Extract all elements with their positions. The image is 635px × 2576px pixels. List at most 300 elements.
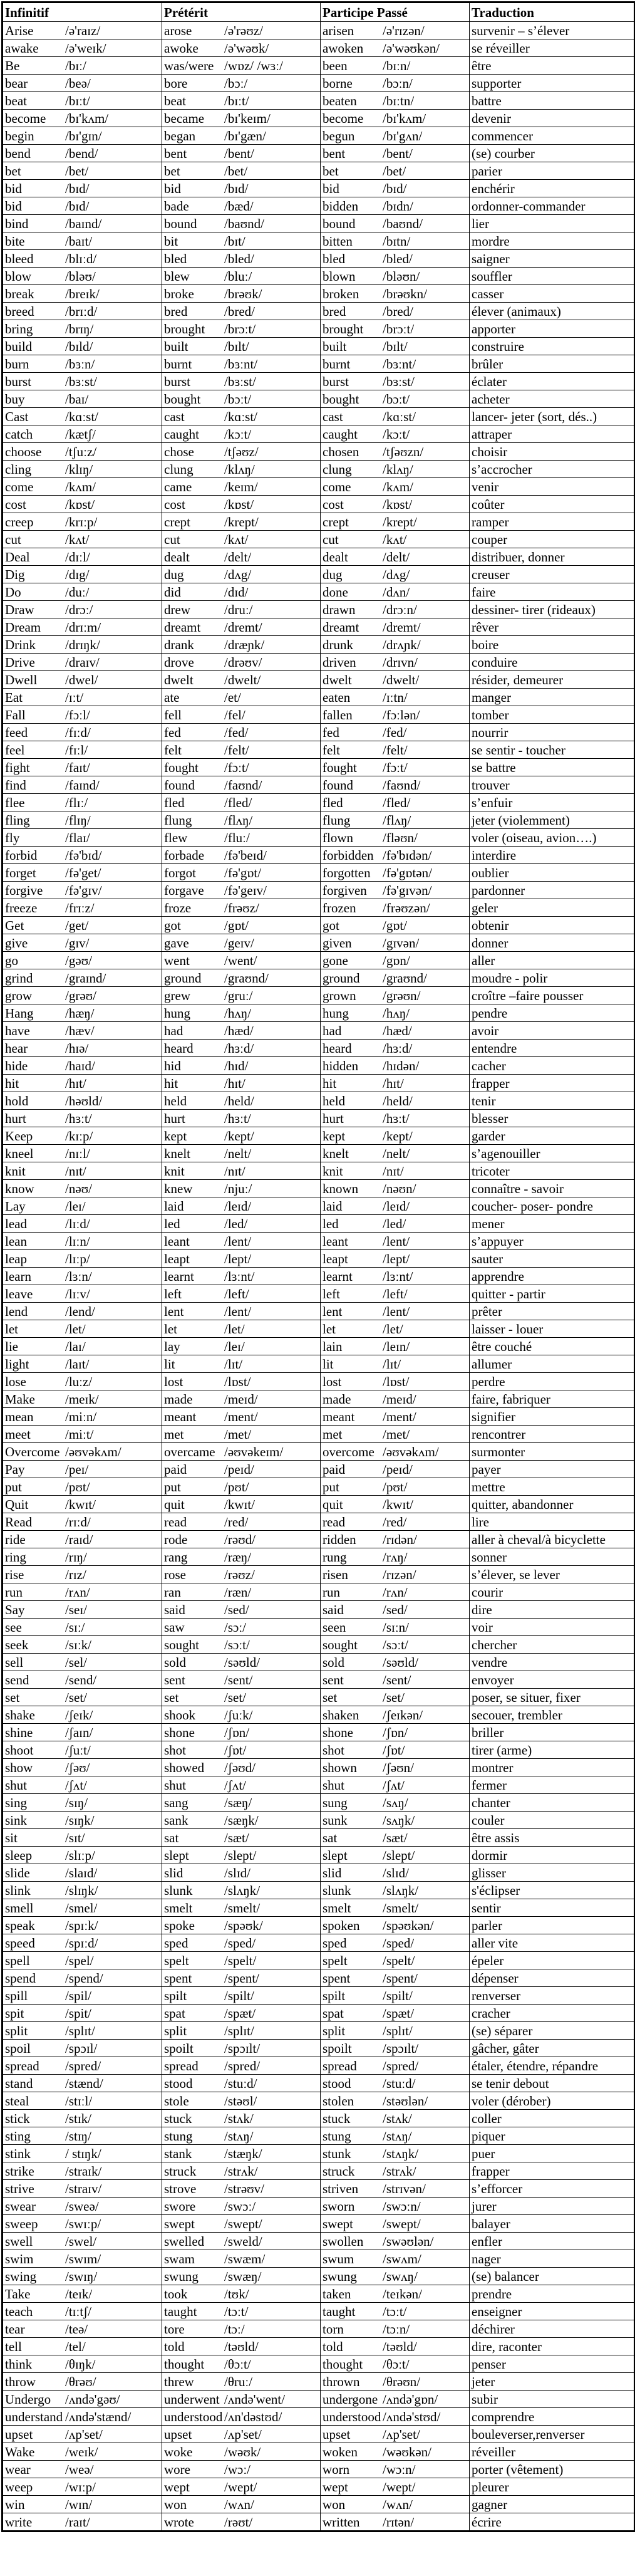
cell-participe-passe xyxy=(321,355,470,373)
verb-form: dealt xyxy=(323,549,348,565)
phonetic-transcription: /bent/ xyxy=(383,145,413,161)
cell-infinitif xyxy=(3,1548,162,1566)
cell-traduction: couper xyxy=(470,531,635,548)
phonetic-transcription: /let/ xyxy=(65,1321,86,1337)
verb-form: lent xyxy=(323,1303,343,1319)
verb-form: feel xyxy=(5,742,25,758)
phonetic-transcription: /ment/ xyxy=(383,1409,416,1424)
verb-form: bet xyxy=(323,163,339,179)
table-row xyxy=(3,636,635,654)
cell-participe-passe xyxy=(321,1408,470,1426)
phonetic-transcription: /θrəʊ/ xyxy=(65,2374,96,2389)
phonetic-transcription: /swʌm/ xyxy=(383,2251,421,2266)
cell-traduction: creuser xyxy=(470,566,635,583)
table-row xyxy=(3,654,635,671)
cell-infinitif xyxy=(3,1583,162,1601)
verb-form: set xyxy=(323,1689,338,1705)
verb-form: Dig xyxy=(5,566,25,582)
verb-form: smelt xyxy=(323,1900,351,1916)
table-row xyxy=(3,303,635,320)
cell-participe-passe xyxy=(321,425,470,443)
cell-traduction: s’efforcer xyxy=(470,2180,635,2198)
cell-infinitif xyxy=(3,2355,162,2373)
cell-infinitif xyxy=(3,531,162,548)
phonetic-transcription: /met/ xyxy=(224,1426,252,1442)
phonetic-transcription: /slʌŋk/ xyxy=(224,1882,261,1898)
verb-form: put xyxy=(5,1479,22,1494)
table-row xyxy=(3,197,635,215)
verb-form: begun xyxy=(323,128,355,143)
phonetic-transcription: /laɪ/ xyxy=(65,1338,86,1354)
verb-form: forgiven xyxy=(323,882,367,898)
table-row xyxy=(3,1759,635,1776)
cell-traduction: prendre xyxy=(470,2285,635,2303)
phonetic-transcription: /kætʃ/ xyxy=(65,426,96,442)
verb-form: stung xyxy=(164,2128,193,2144)
cell-participe-passe xyxy=(321,1934,470,1952)
verb-form: shaken xyxy=(323,1707,359,1723)
cell-participe-passe xyxy=(321,1197,470,1215)
phonetic-transcription: /dremt/ xyxy=(383,619,421,635)
phonetic-transcription: /ʃəʊd/ xyxy=(224,1760,256,1775)
cell-participe-passe xyxy=(321,1654,470,1671)
table-row xyxy=(3,1812,635,1829)
verb-form: sing xyxy=(5,1795,28,1810)
verb-form: found xyxy=(164,777,195,793)
phonetic-transcription: /kʌm/ xyxy=(65,479,96,494)
phonetic-transcription: /wɪːp/ xyxy=(65,2479,96,2495)
phonetic-transcription: /spæt/ xyxy=(383,2005,415,2021)
cell-infinitif xyxy=(3,1689,162,1706)
verb-form: grow xyxy=(5,988,33,1003)
cell-participe-passe xyxy=(321,2426,470,2443)
phonetic-transcription: /swæŋ/ xyxy=(224,2268,262,2284)
verb-form: understood xyxy=(164,2409,223,2424)
verb-form: hide xyxy=(5,1058,28,1073)
verb-form: kneel xyxy=(5,1145,34,1161)
verb-form: sought xyxy=(164,1637,200,1652)
phonetic-transcription: /kwɪt/ xyxy=(65,1496,96,1512)
phonetic-transcription: /swɪm/ xyxy=(65,2251,101,2266)
cell-participe-passe xyxy=(321,706,470,724)
phonetic-transcription: /rɪdən/ xyxy=(383,1531,417,1547)
verb-form: dug xyxy=(164,566,184,582)
cell-participe-passe xyxy=(321,1215,470,1233)
verb-form: Be xyxy=(5,58,20,73)
verb-form: underwent xyxy=(164,2391,220,2407)
cell-preterit xyxy=(162,1513,321,1531)
verb-form: split xyxy=(5,2023,28,2038)
verb-form: buy xyxy=(5,391,25,407)
cell-infinitif xyxy=(3,1303,162,1320)
verb-form: got xyxy=(323,917,339,933)
cell-participe-passe xyxy=(321,1180,470,1197)
table-row xyxy=(3,1022,635,1040)
verb-form: bet xyxy=(5,163,21,179)
table-row xyxy=(3,548,635,566)
phonetic-transcription: /ʌndə'stænd/ xyxy=(65,2409,132,2424)
cell-traduction: frapper xyxy=(470,2162,635,2180)
verb-form: told xyxy=(164,2339,185,2354)
cell-traduction: gagner xyxy=(470,2496,635,2513)
verb-form: let xyxy=(323,1321,336,1337)
verb-form: saw xyxy=(164,1619,185,1635)
phonetic-transcription: /spred/ xyxy=(383,2058,419,2073)
phonetic-transcription: /bləʊn/ xyxy=(383,268,420,284)
verb-form: swollen xyxy=(323,2233,364,2249)
cell-participe-passe xyxy=(321,2145,470,2162)
verb-form: hurt xyxy=(164,1110,185,1126)
cell-traduction: oublier xyxy=(470,864,635,882)
phonetic-transcription: /tʊk/ xyxy=(224,2286,249,2302)
cell-traduction: (se) courber xyxy=(470,145,635,162)
cell-traduction: se tenir debout xyxy=(470,2075,635,2092)
cell-infinitif xyxy=(3,110,162,127)
phonetic-transcription: /bɜːst/ xyxy=(383,373,415,389)
phonetic-transcription: /nəʊ/ xyxy=(65,1181,93,1196)
phonetic-transcription: /lɪt/ xyxy=(383,1356,401,1372)
phonetic-transcription: /təʊld/ xyxy=(224,2339,259,2354)
phonetic-transcription: /spɪːk/ xyxy=(65,1917,98,1933)
verb-form: had xyxy=(323,1023,342,1038)
verb-form: ground xyxy=(323,970,360,986)
verb-form: Cast xyxy=(5,409,29,424)
verb-form: come xyxy=(323,479,351,494)
cell-participe-passe xyxy=(321,1075,470,1092)
phonetic-transcription: /stæŋk/ xyxy=(224,2146,262,2161)
phonetic-transcription: /bɪ'gʌn/ xyxy=(383,128,423,143)
phonetic-transcription: /əʊvəkʌm/ xyxy=(383,1444,439,1459)
verb-form: sat xyxy=(323,1830,338,1845)
verb-form: tore xyxy=(164,2321,185,2337)
table-row xyxy=(3,2040,635,2057)
cell-participe-passe xyxy=(321,2513,470,2532)
verb-form: teach xyxy=(5,2303,33,2319)
cell-preterit xyxy=(162,390,321,408)
cell-infinitif xyxy=(3,162,162,180)
verb-form: let xyxy=(164,1321,177,1337)
verb-form: run xyxy=(5,1584,23,1600)
verb-form: Drink xyxy=(5,637,36,652)
cell-preterit xyxy=(162,654,321,671)
table-row xyxy=(3,934,635,952)
cell-preterit xyxy=(162,899,321,917)
cell-infinitif xyxy=(3,1004,162,1022)
cell-infinitif xyxy=(3,2496,162,2513)
verb-form: led xyxy=(164,1216,180,1231)
table-row xyxy=(3,110,635,127)
phonetic-transcription: /tʃəʊz/ xyxy=(224,444,259,459)
phonetic-transcription: /brɔːt/ xyxy=(224,321,256,336)
verb-form: slunk xyxy=(323,1882,351,1898)
cell-infinitif xyxy=(3,829,162,847)
cell-participe-passe xyxy=(321,2127,470,2145)
phonetic-transcription: /bɔːn/ xyxy=(383,75,413,91)
cell-preterit xyxy=(162,1162,321,1180)
verb-form: knelt xyxy=(323,1145,349,1161)
phonetic-transcription: /bɜːn/ xyxy=(65,356,95,372)
phonetic-transcription: /ʃuːk/ xyxy=(224,1707,253,1723)
verb-form: speak xyxy=(5,1917,35,1933)
phonetic-transcription: /gəʊ/ xyxy=(65,952,93,968)
phonetic-transcription: /pʊt/ xyxy=(65,1479,90,1494)
cell-preterit xyxy=(162,2145,321,2162)
cell-traduction: acheter xyxy=(470,390,635,408)
cell-participe-passe xyxy=(321,1583,470,1601)
phonetic-transcription: /spɔɪlt/ xyxy=(383,2040,419,2056)
cell-participe-passe xyxy=(321,496,470,513)
cell-participe-passe xyxy=(321,2180,470,2198)
table-row xyxy=(3,1215,635,1233)
table-row xyxy=(3,1233,635,1250)
phonetic-transcription: /dɪd/ xyxy=(224,584,249,600)
verb-form: beat xyxy=(5,93,27,108)
verb-form: shut xyxy=(323,1777,345,1793)
table-row xyxy=(3,2250,635,2268)
phonetic-transcription: /ə'wəʊk/ xyxy=(224,40,269,56)
phonetic-transcription: /swɪːp/ xyxy=(65,2216,101,2231)
verb-form: dug xyxy=(323,566,343,582)
verb-form: cut xyxy=(323,531,339,547)
table-row xyxy=(3,1127,635,1145)
verb-form: crept xyxy=(164,514,190,529)
cell-infinitif xyxy=(3,1741,162,1759)
phonetic-transcription: /baɪnd/ xyxy=(65,216,102,231)
verb-form: spat xyxy=(323,2005,344,2021)
table-row xyxy=(3,1461,635,1478)
cell-traduction: allumer xyxy=(470,1355,635,1373)
phonetic-transcription: /wɔːn/ xyxy=(383,2461,416,2477)
verb-form: Drive xyxy=(5,654,35,670)
cell-infinitif xyxy=(3,1812,162,1829)
table-row xyxy=(3,847,635,864)
cell-infinitif xyxy=(3,969,162,987)
cell-traduction: courir xyxy=(470,1583,635,1601)
table-row xyxy=(3,355,635,373)
cell-participe-passe xyxy=(321,338,470,355)
table-row xyxy=(3,1110,635,1127)
verb-form: swelled xyxy=(164,2233,205,2249)
cell-preterit xyxy=(162,1057,321,1075)
verb-form: cast xyxy=(164,409,185,424)
cell-participe-passe xyxy=(321,2075,470,2092)
phonetic-transcription: /leɪd/ xyxy=(383,1198,410,1214)
phonetic-transcription: /rʌn/ xyxy=(65,1584,90,1600)
phonetic-transcription: /ə'raɪz/ xyxy=(65,23,101,38)
cell-preterit xyxy=(162,2408,321,2426)
phonetic-transcription: /ʌndə'gɒn/ xyxy=(383,2391,438,2407)
phonetic-transcription: /flɪŋ/ xyxy=(65,812,91,828)
cell-participe-passe xyxy=(321,1162,470,1180)
phonetic-transcription: /bɪlt/ xyxy=(224,338,249,354)
cell-participe-passe xyxy=(321,1145,470,1162)
cell-participe-passe xyxy=(321,268,470,285)
verb-form: clung xyxy=(164,461,194,477)
cell-participe-passe xyxy=(321,1110,470,1127)
phonetic-transcription: /fə'bɪd/ xyxy=(65,847,102,863)
cell-participe-passe xyxy=(321,2320,470,2338)
phonetic-transcription: /miːt/ xyxy=(65,1426,94,1442)
phonetic-transcription: /meɪd/ xyxy=(383,1391,416,1407)
cell-preterit xyxy=(162,1531,321,1548)
table-row xyxy=(3,1671,635,1689)
cell-participe-passe xyxy=(321,917,470,934)
verb-form: Lay xyxy=(5,1198,26,1214)
table-row xyxy=(3,513,635,531)
cell-traduction: geler xyxy=(470,899,635,917)
phonetic-transcription: /fə'beɪd/ xyxy=(224,847,267,863)
verb-form: spilt xyxy=(164,1988,187,2003)
table-row xyxy=(3,618,635,636)
table-row xyxy=(3,1285,635,1303)
verb-form: led xyxy=(323,1216,339,1231)
cell-infinitif xyxy=(3,2022,162,2040)
verb-form: speed xyxy=(5,1935,35,1951)
verb-form: spread xyxy=(323,2058,357,2073)
phonetic-transcription: /krɪːp/ xyxy=(65,514,98,529)
verb-form: begin xyxy=(5,128,34,143)
cell-traduction: apprendre xyxy=(470,1268,635,1285)
phonetic-transcription: /lend/ xyxy=(65,1303,95,1319)
cell-participe-passe xyxy=(321,1092,470,1110)
verb-form: hidden xyxy=(323,1058,359,1073)
cell-infinitif xyxy=(3,2162,162,2180)
phonetic-transcription: /rʌŋ/ xyxy=(383,1549,408,1565)
table-row xyxy=(3,1057,635,1075)
verb-form: rung xyxy=(323,1549,347,1565)
phonetic-transcription: /splɪt/ xyxy=(224,2023,254,2038)
verb-form: fought xyxy=(323,759,357,775)
cell-participe-passe xyxy=(321,1338,470,1355)
phonetic-transcription: /fə'gɒt/ xyxy=(224,865,262,880)
verb-form: see xyxy=(5,1619,22,1635)
cell-preterit xyxy=(162,2110,321,2127)
cell-participe-passe xyxy=(321,320,470,338)
verb-form: thrown xyxy=(323,2374,360,2389)
verb-form: lost xyxy=(323,1374,342,1389)
cell-infinitif xyxy=(3,1145,162,1162)
cell-participe-passe xyxy=(321,390,470,408)
cell-infinitif xyxy=(3,1022,162,1040)
phonetic-transcription: /ʌndə'stʊd/ xyxy=(383,2409,441,2424)
cell-traduction: s’agenouiller xyxy=(470,1145,635,1162)
verb-form: quit xyxy=(323,1496,343,1512)
cell-traduction: attraper xyxy=(470,425,635,443)
verb-form: bled xyxy=(323,251,346,266)
verb-form: cut xyxy=(5,531,21,547)
phonetic-transcription: /splɪt/ xyxy=(65,2023,95,2038)
phonetic-transcription: /straɪv/ xyxy=(65,2181,102,2196)
phonetic-transcription: /ʌp'set/ xyxy=(383,2426,420,2442)
cell-infinitif xyxy=(3,618,162,636)
phonetic-transcription: /graʊnd/ xyxy=(224,970,269,986)
phonetic-transcription: /delt/ xyxy=(383,549,410,565)
verb-form: smelt xyxy=(164,1900,193,1916)
cell-infinitif xyxy=(3,1566,162,1583)
phonetic-transcription: /sɪːn/ xyxy=(383,1619,410,1635)
phonetic-transcription: /red/ xyxy=(383,1514,407,1530)
phonetic-transcription: /bɪld/ xyxy=(65,338,93,354)
cell-traduction: pardonner xyxy=(470,882,635,899)
verb-form: cling xyxy=(5,461,31,477)
cell-traduction: écrire xyxy=(470,2513,635,2532)
verb-form: bred xyxy=(323,303,346,319)
table-row xyxy=(3,1373,635,1390)
verb-form: set xyxy=(5,1689,20,1705)
verb-form: said xyxy=(164,1602,185,1617)
verb-form: think xyxy=(5,2356,33,2372)
cell-infinitif xyxy=(3,811,162,829)
phonetic-transcription: /peɪd/ xyxy=(224,1461,254,1477)
cell-participe-passe xyxy=(321,92,470,110)
phonetic-transcription: /fə'gɪvən/ xyxy=(383,882,432,898)
phonetic-transcription: /hɜːd/ xyxy=(383,1040,413,1056)
phonetic-transcription: /flaɪ/ xyxy=(65,830,90,845)
cell-participe-passe xyxy=(321,1390,470,1408)
verb-form: swept xyxy=(164,2216,195,2231)
cell-participe-passe xyxy=(321,1601,470,1619)
cell-preterit xyxy=(162,1724,321,1741)
cell-traduction: renverser xyxy=(470,1987,635,2005)
cell-participe-passe xyxy=(321,2443,470,2461)
verb-form: laid xyxy=(323,1198,343,1214)
phonetic-transcription: /grəʊ/ xyxy=(65,988,97,1003)
phonetic-transcription: /bɪːt/ xyxy=(65,93,90,108)
verb-form: bidden xyxy=(323,198,359,214)
phonetic-transcription: /nɪt/ xyxy=(65,1163,86,1179)
cell-traduction: fermer xyxy=(470,1776,635,1794)
verb-form: brought xyxy=(164,321,205,336)
verb-form: Say xyxy=(5,1602,25,1617)
verb-form: wear xyxy=(5,2461,31,2477)
cell-infinitif xyxy=(3,1390,162,1408)
cell-traduction: rêver xyxy=(470,618,635,636)
cell-traduction: réveiller xyxy=(470,2443,635,2461)
phonetic-transcription: /peɪ/ xyxy=(65,1461,89,1477)
verb-form: blow xyxy=(5,268,31,284)
verb-form: Quit xyxy=(5,1496,29,1512)
table-row xyxy=(3,882,635,899)
verb-form: tell xyxy=(5,2339,22,2354)
phonetic-transcription: /ʌp'set/ xyxy=(224,2426,262,2442)
phonetic-transcription: /hɜːd/ xyxy=(224,1040,254,1056)
cell-preterit xyxy=(162,724,321,741)
cell-preterit xyxy=(162,320,321,338)
verb-form: read xyxy=(323,1514,346,1530)
table-row xyxy=(3,829,635,847)
phonetic-transcription: /sæŋk/ xyxy=(224,1812,259,1828)
table-row xyxy=(3,2127,635,2145)
phonetic-transcription: /stuːd/ xyxy=(383,2075,416,2091)
cell-traduction: se réveiller xyxy=(470,39,635,57)
phonetic-transcription: /set/ xyxy=(224,1689,246,1705)
table-row xyxy=(3,1882,635,1899)
cell-traduction: surmonter xyxy=(470,1443,635,1461)
verb-form: shone xyxy=(323,1724,353,1740)
verb-form: sting xyxy=(5,2128,31,2144)
phonetic-transcription: /meɪk/ xyxy=(65,1391,99,1407)
cell-preterit xyxy=(162,1215,321,1233)
phonetic-transcription: /flɪː/ xyxy=(65,795,88,810)
verb-form: blown xyxy=(323,268,356,284)
cell-infinitif xyxy=(3,1478,162,1496)
cell-preterit xyxy=(162,513,321,531)
cell-preterit xyxy=(162,2075,321,2092)
verb-form: bore xyxy=(164,75,188,91)
cell-infinitif xyxy=(3,1934,162,1952)
cell-preterit xyxy=(162,1759,321,1776)
phonetic-transcription: /tɔː/ xyxy=(224,2321,245,2337)
